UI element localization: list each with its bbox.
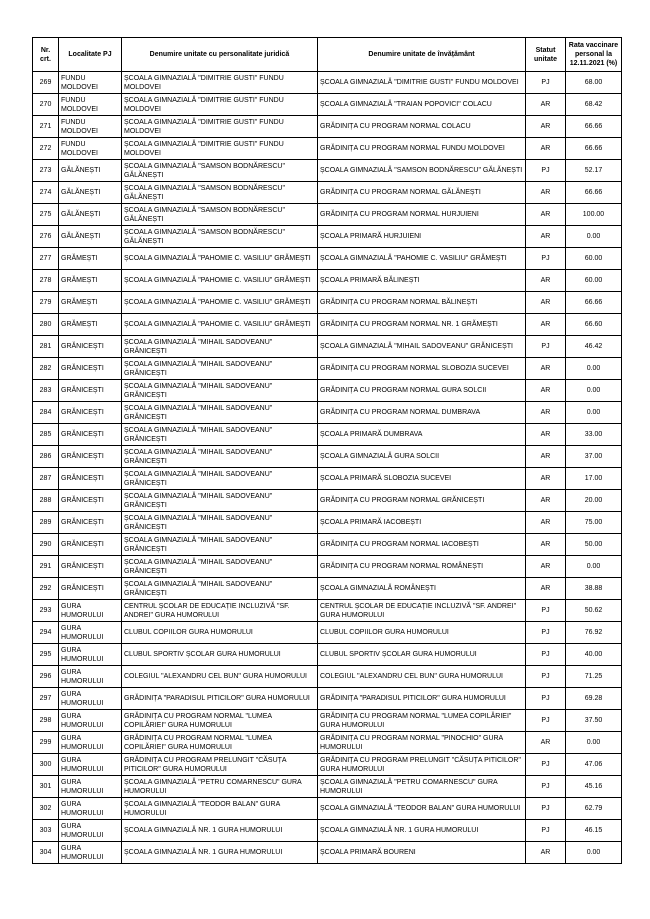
cell-st: AR	[526, 226, 566, 248]
table-row	[33, 72, 622, 94]
cell-nr: 291	[33, 556, 59, 578]
cell-rt: 37.00	[566, 446, 622, 468]
cell-st: AR	[526, 116, 566, 138]
cell-st: AR	[526, 446, 566, 468]
cell-st: AR	[526, 468, 566, 490]
table-row	[33, 490, 622, 512]
cell-st: AR	[526, 182, 566, 204]
cell-inv: GRĂDINIȚA CU PROGRAM NORMAL DUMBRAVA	[318, 402, 526, 424]
table-row	[33, 732, 622, 754]
table-row	[33, 138, 622, 160]
cell-st: AR	[526, 204, 566, 226]
cell-nr: 294	[33, 622, 59, 644]
cell-st: AR	[526, 424, 566, 446]
cell-inv: GRĂDINIȚA CU PROGRAM NORMAL "LUMEA COPILĂRIEI" GURA HUMORULUI	[318, 710, 526, 732]
cell-pj: ȘCOALA GIMNAZIALĂ "SAMSON BODNĂRESCU" GĂLĂNEȘTI	[122, 226, 318, 248]
cell-inv: GRĂDINIȚA CU PROGRAM NORMAL FUNDU MOLDOVEI	[318, 138, 526, 160]
cell-inv: ȘCOALA GIMNAZIALĂ GURA SOLCII	[318, 446, 526, 468]
cell-rt: 60.00	[566, 248, 622, 270]
cell-st: AR	[526, 94, 566, 116]
cell-nr: 287	[33, 468, 59, 490]
cell-rt: 62.79	[566, 798, 622, 820]
cell-loc: FUNDU MOLDOVEI	[59, 116, 122, 138]
cell-inv: GRĂDINIȚA CU PROGRAM NORMAL IACOBEȘTI	[318, 534, 526, 556]
table-row	[33, 380, 622, 402]
table-row	[33, 578, 622, 600]
cell-rt: 76.92	[566, 622, 622, 644]
table-row	[33, 666, 622, 688]
cell-loc: GURA HUMORULUI	[59, 688, 122, 710]
cell-rt: 50.00	[566, 534, 622, 556]
cell-loc: GRĂNICEȘTI	[59, 512, 122, 534]
cell-pj: ȘCOALA GIMNAZIALĂ "SAMSON BODNĂRESCU" GĂLĂNEȘTI	[122, 182, 318, 204]
cell-inv: GRĂDINIȚA CU PROGRAM NORMAL "PINOCHIO" GURA HUMORULUI	[318, 732, 526, 754]
table-row	[33, 754, 622, 776]
cell-st: PJ	[526, 820, 566, 842]
cell-st: PJ	[526, 622, 566, 644]
cell-nr: 275	[33, 204, 59, 226]
cell-rt: 66.66	[566, 182, 622, 204]
cell-st: AR	[526, 556, 566, 578]
cell-nr: 270	[33, 94, 59, 116]
cell-inv: GRĂDINIȚA CU PROGRAM NORMAL GURA SOLCII	[318, 380, 526, 402]
cell-pj: ȘCOALA GIMNAZIALĂ "DIMITRIE GUSTI" FUNDU MOLDOVEI	[122, 138, 318, 160]
cell-nr: 284	[33, 402, 59, 424]
cell-nr: 281	[33, 336, 59, 358]
cell-rt: 0.00	[566, 380, 622, 402]
table-row	[33, 204, 622, 226]
cell-loc: GURA HUMORULUI	[59, 820, 122, 842]
cell-pj: ȘCOALA GIMNAZIALĂ NR. 1 GURA HUMORULUI	[122, 820, 318, 842]
cell-st: PJ	[526, 688, 566, 710]
cell-nr: 272	[33, 138, 59, 160]
cell-st: PJ	[526, 336, 566, 358]
cell-rt: 45.16	[566, 776, 622, 798]
cell-loc: GRĂNICEȘTI	[59, 446, 122, 468]
cell-rt: 71.25	[566, 666, 622, 688]
cell-inv: ȘCOALA GIMNAZIALĂ "PETRU COMARNESCU" GURA HUMORULUI	[318, 776, 526, 798]
table-row	[33, 468, 622, 490]
table-row	[33, 94, 622, 116]
cell-rt: 47.06	[566, 754, 622, 776]
cell-loc: GĂLĂNEȘTI	[59, 226, 122, 248]
table-row	[33, 622, 622, 644]
cell-nr: 286	[33, 446, 59, 468]
cell-nr: 271	[33, 116, 59, 138]
cell-rt: 66.66	[566, 292, 622, 314]
cell-pj: ȘCOALA GIMNAZIALĂ "PAHOMIE C. VASILIU" GRĂMEȘTI	[122, 314, 318, 336]
cell-pj: ȘCOALA GIMNAZIALĂ "DIMITRIE GUSTI" FUNDU MOLDOVEI	[122, 94, 318, 116]
cell-rt: 0.00	[566, 358, 622, 380]
table-row	[33, 798, 622, 820]
cell-pj: ȘCOALA GIMNAZIALĂ "MIHAIL SADOVEANU" GRĂNICEȘTI	[122, 336, 318, 358]
cell-loc: GURA HUMORULUI	[59, 776, 122, 798]
cell-loc: GURA HUMORULUI	[59, 842, 122, 864]
cell-loc: GRĂNICEȘTI	[59, 490, 122, 512]
cell-nr: 282	[33, 358, 59, 380]
cell-inv: GRĂDINIȚA "PARADISUL PITICILOR" GURA HUMORULUI	[318, 688, 526, 710]
cell-loc: GRĂNICEȘTI	[59, 402, 122, 424]
header-denumire-pj: Denumire unitate cu personalitate juridică	[122, 38, 318, 72]
cell-inv: CLUBUL COPIILOR GURA HUMORULUI	[318, 622, 526, 644]
cell-st: AR	[526, 358, 566, 380]
cell-inv: GRĂDINIȚA CU PROGRAM NORMAL COLACU	[318, 116, 526, 138]
cell-pj: ȘCOALA GIMNAZIALĂ "MIHAIL SADOVEANU" GRĂNICEȘTI	[122, 402, 318, 424]
cell-nr: 296	[33, 666, 59, 688]
table-row	[33, 534, 622, 556]
cell-pj: ȘCOALA GIMNAZIALĂ "MIHAIL SADOVEANU" GRĂNICEȘTI	[122, 446, 318, 468]
cell-pj: ȘCOALA GIMNAZIALĂ "PAHOMIE C. VASILIU" GRĂMEȘTI	[122, 292, 318, 314]
table-row	[33, 160, 622, 182]
cell-st: PJ	[526, 666, 566, 688]
cell-inv: ȘCOALA PRIMARĂ BĂLINEȘTI	[318, 270, 526, 292]
cell-rt: 0.00	[566, 732, 622, 754]
cell-st: PJ	[526, 776, 566, 798]
table-row	[33, 842, 622, 864]
cell-inv: ȘCOALA PRIMARĂ SLOBOZIA SUCEVEI	[318, 468, 526, 490]
cell-rt: 33.00	[566, 424, 622, 446]
cell-inv: GRĂDINIȚA CU PROGRAM PRELUNGIT "CĂSUȚA PITICILOR" GURA HUMORULUI	[318, 754, 526, 776]
header-row	[33, 38, 622, 72]
cell-loc: GĂLĂNEȘTI	[59, 182, 122, 204]
cell-inv: GRĂDINIȚA CU PROGRAM NORMAL BĂLINEȘTI	[318, 292, 526, 314]
cell-st: PJ	[526, 644, 566, 666]
cell-rt: 38.88	[566, 578, 622, 600]
cell-rt: 66.60	[566, 314, 622, 336]
cell-pj: CLUBUL SPORTIV ȘCOLAR GURA HUMORULUI	[122, 644, 318, 666]
cell-rt: 75.00	[566, 512, 622, 534]
cell-loc: GRĂMEȘTI	[59, 314, 122, 336]
table-row	[33, 292, 622, 314]
cell-nr: 288	[33, 490, 59, 512]
cell-rt: 20.00	[566, 490, 622, 512]
cell-loc: GĂLĂNEȘTI	[59, 204, 122, 226]
cell-pj: ȘCOALA GIMNAZIALĂ "MIHAIL SADOVEANU" GRĂNICEȘTI	[122, 468, 318, 490]
table-row	[33, 644, 622, 666]
cell-rt: 46.42	[566, 336, 622, 358]
cell-st: PJ	[526, 798, 566, 820]
cell-st: AR	[526, 534, 566, 556]
cell-loc: GRĂNICEȘTI	[59, 556, 122, 578]
cell-inv: ȘCOALA GIMNAZIALĂ "DIMITRIE GUSTI" FUNDU MOLDOVEI	[318, 72, 526, 94]
cell-pj: ȘCOALA GIMNAZIALĂ "SAMSON BODNĂRESCU" GĂLĂNEȘTI	[122, 160, 318, 182]
cell-st: AR	[526, 138, 566, 160]
cell-st: AR	[526, 512, 566, 534]
cell-st: PJ	[526, 710, 566, 732]
cell-inv: CENTRUL ȘCOLAR DE EDUCAȚIE INCLUZIVĂ "SF. ANDREI" GURA HUMORULUI	[318, 600, 526, 622]
cell-rt: 52.17	[566, 160, 622, 182]
cell-nr: 304	[33, 842, 59, 864]
cell-pj: ȘCOALA GIMNAZIALĂ "DIMITRIE GUSTI" FUNDU MOLDOVEI	[122, 116, 318, 138]
cell-loc: GURA HUMORULUI	[59, 710, 122, 732]
cell-st: AR	[526, 380, 566, 402]
table-row	[33, 776, 622, 798]
cell-nr: 283	[33, 380, 59, 402]
cell-rt: 0.00	[566, 402, 622, 424]
cell-loc: GRĂNICEȘTI	[59, 336, 122, 358]
cell-pj: ȘCOALA GIMNAZIALĂ "MIHAIL SADOVEANU" GRĂNICEȘTI	[122, 512, 318, 534]
cell-rt: 60.00	[566, 270, 622, 292]
cell-inv: GRĂDINIȚA CU PROGRAM NORMAL NR. 1 GRĂMEȘTI	[318, 314, 526, 336]
table-row	[33, 556, 622, 578]
vaccination-table	[32, 37, 622, 864]
table-row	[33, 424, 622, 446]
cell-loc: GĂLĂNEȘTI	[59, 160, 122, 182]
cell-inv: ȘCOALA PRIMARĂ DUMBRAVA	[318, 424, 526, 446]
header-localitate: Localitate PJ	[59, 38, 122, 72]
cell-loc: FUNDU MOLDOVEI	[59, 94, 122, 116]
cell-pj: CLUBUL COPIILOR GURA HUMORULUI	[122, 622, 318, 644]
cell-pj: ȘCOALA GIMNAZIALĂ "SAMSON BODNĂRESCU" GĂLĂNEȘTI	[122, 204, 318, 226]
cell-pj: ȘCOALA GIMNAZIALĂ "TEODOR BALAN" GURA HUMORULUI	[122, 798, 318, 820]
cell-st: PJ	[526, 72, 566, 94]
cell-pj: ȘCOALA GIMNAZIALĂ "PAHOMIE C. VASILIU" GRĂMEȘTI	[122, 248, 318, 270]
cell-nr: 299	[33, 732, 59, 754]
cell-pj: GRĂDINIȚA CU PROGRAM NORMAL "LUMEA COPILĂRIEI" GURA HUMORULUI	[122, 710, 318, 732]
cell-nr: 293	[33, 600, 59, 622]
cell-loc: GRĂNICEȘTI	[59, 578, 122, 600]
table-row	[33, 248, 622, 270]
cell-nr: 279	[33, 292, 59, 314]
cell-st: AR	[526, 732, 566, 754]
table-row	[33, 710, 622, 732]
table-row	[33, 314, 622, 336]
cell-pj: ȘCOALA GIMNAZIALĂ "PAHOMIE C. VASILIU" GRĂMEȘTI	[122, 270, 318, 292]
cell-pj: ȘCOALA GIMNAZIALĂ "MIHAIL SADOVEANU" GRĂNICEȘTI	[122, 380, 318, 402]
cell-inv: GRĂDINIȚA CU PROGRAM NORMAL HURJUIENI	[318, 204, 526, 226]
cell-inv: COLEGIUL "ALEXANDRU CEL BUN" GURA HUMORULUI	[318, 666, 526, 688]
cell-loc: GURA HUMORULUI	[59, 622, 122, 644]
cell-inv: ȘCOALA GIMNAZIALĂ "PAHOMIE C. VASILIU" GRĂMEȘTI	[318, 248, 526, 270]
cell-st: PJ	[526, 600, 566, 622]
cell-inv: ȘCOALA GIMNAZIALĂ NR. 1 GURA HUMORULUI	[318, 820, 526, 842]
cell-rt: 0.00	[566, 226, 622, 248]
cell-st: PJ	[526, 160, 566, 182]
cell-loc: GRĂMEȘTI	[59, 248, 122, 270]
cell-rt: 100.00	[566, 204, 622, 226]
cell-pj: ȘCOALA GIMNAZIALĂ "DIMITRIE GUSTI" FUNDU MOLDOVEI	[122, 72, 318, 94]
cell-rt: 68.42	[566, 94, 622, 116]
cell-inv: ȘCOALA GIMNAZIALĂ "TRAIAN POPOVICI" COLACU	[318, 94, 526, 116]
cell-rt: 46.15	[566, 820, 622, 842]
cell-nr: 301	[33, 776, 59, 798]
cell-loc: GRĂNICEȘTI	[59, 380, 122, 402]
cell-rt: 69.28	[566, 688, 622, 710]
cell-st: PJ	[526, 248, 566, 270]
cell-inv: ȘCOALA PRIMARĂ BOURENI	[318, 842, 526, 864]
cell-pj: COLEGIUL "ALEXANDRU CEL BUN" GURA HUMORULUI	[122, 666, 318, 688]
cell-loc: GURA HUMORULUI	[59, 600, 122, 622]
cell-nr: 289	[33, 512, 59, 534]
table-row	[33, 402, 622, 424]
cell-pj: GRĂDINIȚA "PARADISUL PITICILOR" GURA HUMORULUI	[122, 688, 318, 710]
cell-pj: ȘCOALA GIMNAZIALĂ "PETRU COMARNESCU" GURA HUMORULUI	[122, 776, 318, 798]
cell-nr: 302	[33, 798, 59, 820]
cell-nr: 280	[33, 314, 59, 336]
cell-nr: 277	[33, 248, 59, 270]
header-nr: Nr. crt.	[33, 38, 59, 72]
table-row	[33, 182, 622, 204]
cell-rt: 66.66	[566, 138, 622, 160]
header-denumire-inv: Denumire unitate de învățământ	[318, 38, 526, 72]
cell-loc: GURA HUMORULUI	[59, 732, 122, 754]
cell-nr: 295	[33, 644, 59, 666]
cell-pj: ȘCOALA GIMNAZIALĂ "MIHAIL SADOVEANU" GRĂNICEȘTI	[122, 424, 318, 446]
cell-rt: 40.00	[566, 644, 622, 666]
cell-inv: CLUBUL SPORTIV ȘCOLAR GURA HUMORULUI	[318, 644, 526, 666]
cell-st: AR	[526, 402, 566, 424]
cell-pj: CENTRUL ȘCOLAR DE EDUCAȚIE INCLUZIVĂ "SF. ANDREI" GURA HUMORULUI	[122, 600, 318, 622]
table-row	[33, 600, 622, 622]
cell-inv: ȘCOALA GIMNAZIALĂ "MIHAIL SADOVEANU" GRĂNICEȘTI	[318, 336, 526, 358]
cell-loc: GURA HUMORULUI	[59, 644, 122, 666]
cell-pj: ȘCOALA GIMNAZIALĂ "MIHAIL SADOVEANU" GRĂNICEȘTI	[122, 578, 318, 600]
cell-loc: GURA HUMORULUI	[59, 798, 122, 820]
cell-nr: 278	[33, 270, 59, 292]
cell-pj: GRĂDINIȚA CU PROGRAM NORMAL "LUMEA COPILĂRIEI" GURA HUMORULUI	[122, 732, 318, 754]
cell-inv: ȘCOALA GIMNAZIALĂ ROMÂNEȘTI	[318, 578, 526, 600]
header-rata: Rata vaccinare personal la 12.11.2021 (%)	[566, 38, 622, 72]
cell-nr: 300	[33, 754, 59, 776]
cell-loc: GURA HUMORULUI	[59, 754, 122, 776]
cell-inv: GRĂDINIȚA CU PROGRAM NORMAL GRĂNICEȘTI	[318, 490, 526, 512]
table-row	[33, 116, 622, 138]
header-statut: Statut unitate	[526, 38, 566, 72]
cell-st: AR	[526, 314, 566, 336]
cell-inv: ȘCOALA PRIMARĂ HURJUIENI	[318, 226, 526, 248]
cell-st: PJ	[526, 754, 566, 776]
cell-rt: 37.50	[566, 710, 622, 732]
table-row	[33, 820, 622, 842]
cell-nr: 269	[33, 72, 59, 94]
cell-st: AR	[526, 292, 566, 314]
cell-st: AR	[526, 578, 566, 600]
cell-inv: GRĂDINIȚA CU PROGRAM NORMAL GĂLĂNEȘTI	[318, 182, 526, 204]
table-row	[33, 336, 622, 358]
cell-loc: GRĂNICEȘTI	[59, 468, 122, 490]
cell-rt: 0.00	[566, 842, 622, 864]
cell-pj: ȘCOALA GIMNAZIALĂ "MIHAIL SADOVEANU" GRĂNICEȘTI	[122, 358, 318, 380]
cell-loc: GRĂNICEȘTI	[59, 534, 122, 556]
cell-loc: GRĂMEȘTI	[59, 270, 122, 292]
cell-nr: 297	[33, 688, 59, 710]
cell-loc: FUNDU MOLDOVEI	[59, 72, 122, 94]
cell-nr: 298	[33, 710, 59, 732]
cell-inv: GRĂDINIȚA CU PROGRAM NORMAL SLOBOZIA SUCEVEI	[318, 358, 526, 380]
cell-inv: ȘCOALA PRIMARĂ IACOBEȘTI	[318, 512, 526, 534]
cell-loc: GRĂMEȘTI	[59, 292, 122, 314]
table-row	[33, 270, 622, 292]
cell-nr: 276	[33, 226, 59, 248]
cell-nr: 285	[33, 424, 59, 446]
cell-loc: FUNDU MOLDOVEI	[59, 138, 122, 160]
cell-rt: 50.62	[566, 600, 622, 622]
cell-pj: ȘCOALA GIMNAZIALĂ "MIHAIL SADOVEANU" GRĂNICEȘTI	[122, 490, 318, 512]
cell-st: AR	[526, 842, 566, 864]
cell-loc: GRĂNICEȘTI	[59, 424, 122, 446]
cell-rt: 17.00	[566, 468, 622, 490]
cell-inv: GRĂDINIȚA CU PROGRAM NORMAL ROMÂNEȘTI	[318, 556, 526, 578]
cell-pj: ȘCOALA GIMNAZIALĂ NR. 1 GURA HUMORULUI	[122, 842, 318, 864]
cell-nr: 290	[33, 534, 59, 556]
cell-nr: 273	[33, 160, 59, 182]
table-row	[33, 446, 622, 468]
cell-loc: GRĂNICEȘTI	[59, 358, 122, 380]
table-row	[33, 226, 622, 248]
cell-st: AR	[526, 270, 566, 292]
cell-pj: ȘCOALA GIMNAZIALĂ "MIHAIL SADOVEANU" GRĂNICEȘTI	[122, 534, 318, 556]
table-row	[33, 688, 622, 710]
cell-nr: 292	[33, 578, 59, 600]
cell-rt: 68.00	[566, 72, 622, 94]
cell-st: AR	[526, 490, 566, 512]
table-row	[33, 358, 622, 380]
cell-pj: GRĂDINIȚA CU PROGRAM PRELUNGIT "CĂSUȚA PITICILOR" GURA HUMORULUI	[122, 754, 318, 776]
cell-rt: 66.66	[566, 116, 622, 138]
cell-inv: ȘCOALA GIMNAZIALĂ "SAMSON BODNĂRESCU" GĂLĂNEȘTI	[318, 160, 526, 182]
cell-nr: 303	[33, 820, 59, 842]
cell-inv: ȘCOALA GIMNAZIALĂ "TEODOR BALAN" GURA HUMORULUI	[318, 798, 526, 820]
cell-nr: 274	[33, 182, 59, 204]
cell-rt: 0.00	[566, 556, 622, 578]
table-row	[33, 512, 622, 534]
cell-loc: GURA HUMORULUI	[59, 666, 122, 688]
cell-pj: ȘCOALA GIMNAZIALĂ "MIHAIL SADOVEANU" GRĂNICEȘTI	[122, 556, 318, 578]
